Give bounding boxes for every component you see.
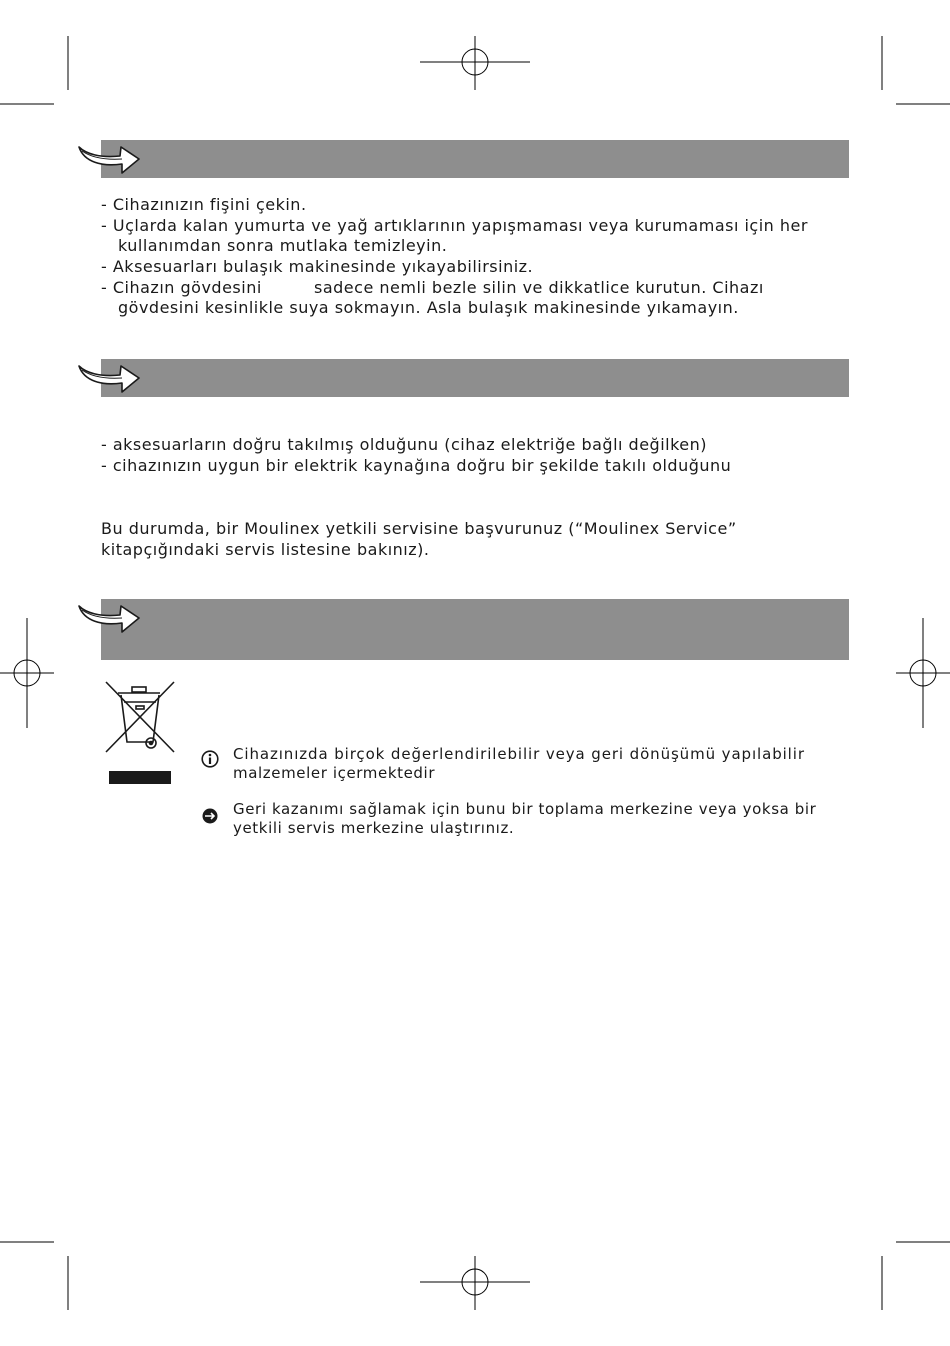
service-paragraph-line-2: kitapçığındaki servis listesine bakınız). xyxy=(101,540,430,559)
recycle-action-line-1: Geri kazanımı sağlamak için bunu bir toplama merkezine veya yoksa bir xyxy=(233,800,817,818)
check-item-1: - aksesuarların doğru takılmış olduğunu (cihaz elektriğe bağlı değilken) xyxy=(101,435,708,454)
cleaning-step-4-mid: sadece nemli bezle silin ve dikkatlice kurutun. Cihazı xyxy=(314,278,764,297)
info-circle-icon xyxy=(201,750,219,768)
hand-arrow-icon xyxy=(76,600,142,634)
cleaning-step-2-cont: kullanımdan sonra mutlaka temizleyin. xyxy=(118,236,448,255)
section-header-bar-cleaning xyxy=(101,140,849,178)
service-paragraph-line-1: Bu durumda, bir Moulinex yetkili servisine başvurunuz (“Moulinex Service” xyxy=(101,519,737,538)
cleaning-step-1: - Cihazınızın fişini çekin. xyxy=(101,195,307,214)
cleaning-step-3: - Aksesuarları bulaşık makinesinde yıkayabilirsiniz. xyxy=(101,257,534,276)
cleaning-step-2: - Uçlarda kalan yumurta ve yağ artıklarının yapışmaması veya kurumaması için her xyxy=(101,216,808,235)
hand-arrow-icon xyxy=(76,360,142,394)
check-item-2: - cihazınızın uygun bir elektrik kaynağına doğru bir şekilde takılı olduğunu xyxy=(101,456,732,475)
section-header-bar-troubleshooting xyxy=(101,359,849,397)
right-arrow-circle-icon xyxy=(202,808,218,824)
recycle-info-line-2: malzemeler içermektedir xyxy=(233,764,436,782)
section-header-bar-environment xyxy=(101,599,849,660)
recycle-info-line-1: Cihazınızda birçok değerlendirilebilir veya geri dönüşümü yapılabilir xyxy=(233,745,805,763)
cleaning-step-4-cont: gövdesini kesinlikle suya sokmayın. Asla bulaşık makinesinde yıkamayın. xyxy=(118,298,739,317)
cleaning-step-4-start: - Cihazın gövdesini xyxy=(101,278,262,297)
hand-arrow-icon xyxy=(76,141,142,175)
crossed-bin-icon xyxy=(104,680,176,786)
recycle-action-line-2: yetkili servis merkezine ulaştırınız. xyxy=(233,819,515,837)
